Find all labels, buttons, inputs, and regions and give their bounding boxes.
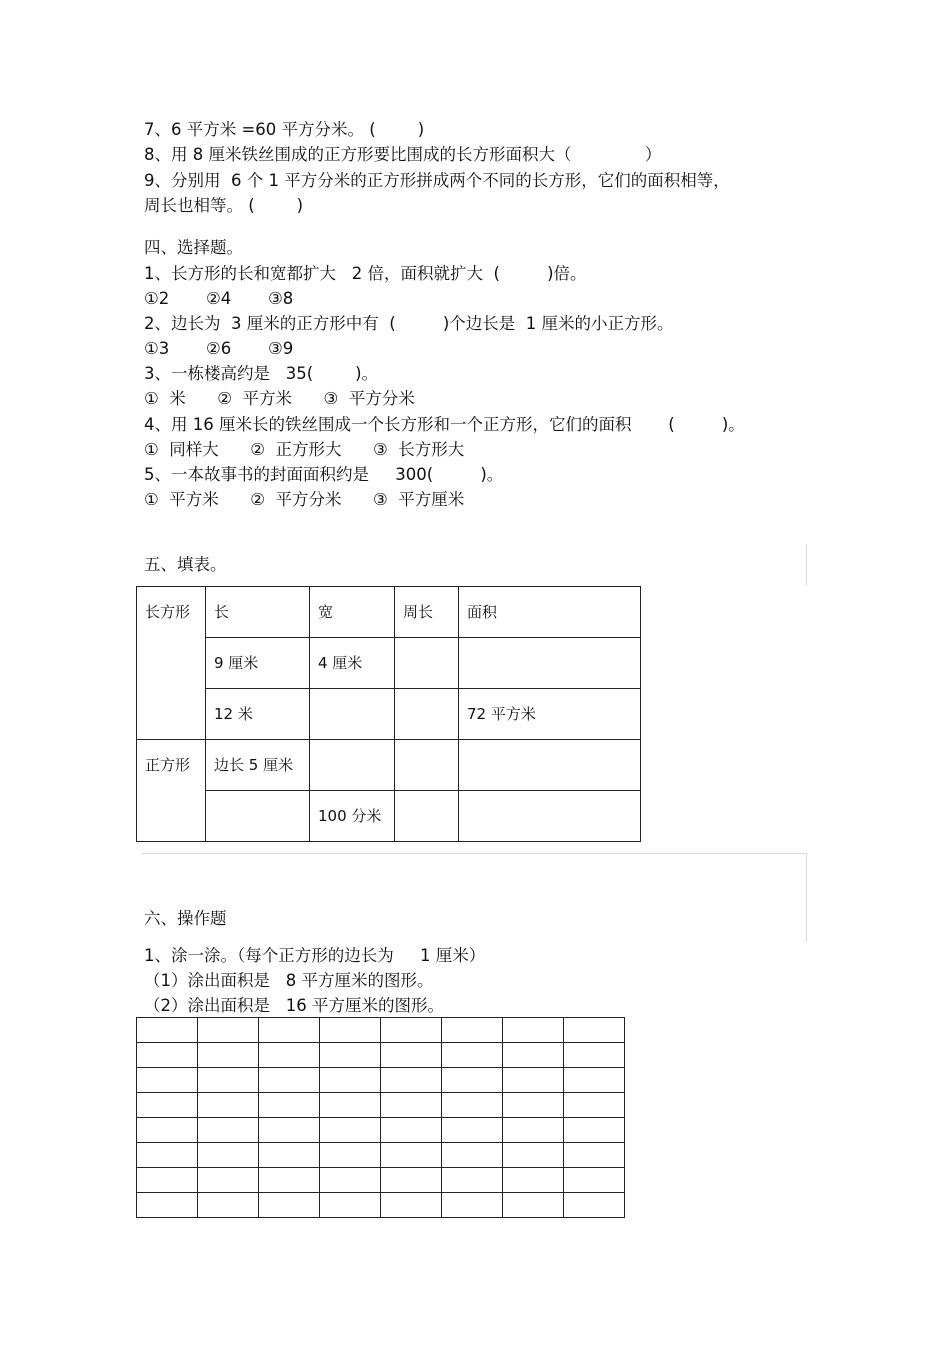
- grid-square[interactable]: [259, 1018, 320, 1043]
- grid-square[interactable]: [564, 1143, 625, 1168]
- grid-square[interactable]: [442, 1068, 503, 1093]
- grid-square[interactable]: [503, 1043, 564, 1068]
- grid-square[interactable]: [137, 1168, 198, 1193]
- grid-square[interactable]: [503, 1168, 564, 1193]
- grid-square[interactable]: [381, 1143, 442, 1168]
- grid-square[interactable]: [259, 1143, 320, 1168]
- grid-square[interactable]: [198, 1068, 259, 1093]
- grid-square[interactable]: [198, 1018, 259, 1043]
- grid-square[interactable]: [137, 1093, 198, 1118]
- grid-square[interactable]: [564, 1093, 625, 1118]
- grid-square[interactable]: [198, 1118, 259, 1143]
- grid-square[interactable]: [503, 1068, 564, 1093]
- choice-q2: 2、边长为 3 厘米的正方形中有 ( )个边长是 1 厘米的小正方形。: [144, 314, 674, 333]
- table-cell: [395, 689, 459, 740]
- grid-square[interactable]: [320, 1018, 381, 1043]
- choice-q1-options: ①2 ②4 ③8: [144, 289, 294, 308]
- table-section-heading: 五、填表。: [144, 555, 227, 574]
- grid-square[interactable]: [198, 1193, 259, 1218]
- grid-square[interactable]: [381, 1118, 442, 1143]
- grid-square[interactable]: [259, 1168, 320, 1193]
- grid-square[interactable]: [320, 1193, 381, 1218]
- grid-square[interactable]: [503, 1143, 564, 1168]
- table-cell: [206, 791, 310, 842]
- grid-square[interactable]: [259, 1118, 320, 1143]
- table-cell: [459, 791, 641, 842]
- choice-heading: 四、选择题。: [144, 238, 243, 257]
- choice-q1: 1、长方形的长和宽都扩大 2 倍，面积就扩大 ( )倍。: [144, 264, 587, 283]
- operation-q1-part1: （1）涂出面积是 8 平方厘米的图形。: [144, 971, 434, 990]
- grid-square[interactable]: [137, 1043, 198, 1068]
- grid-square[interactable]: [503, 1118, 564, 1143]
- judge-q7: 7、6 平方米 =60 平方分米。 ( ): [144, 120, 425, 139]
- grid-square[interactable]: [564, 1018, 625, 1043]
- grid-square[interactable]: [320, 1143, 381, 1168]
- grid-square[interactable]: [564, 1043, 625, 1068]
- grid-square[interactable]: [564, 1068, 625, 1093]
- grid-square[interactable]: [442, 1193, 503, 1218]
- operation-q1-part2: （2）涂出面积是 16 平方厘米的图形。: [144, 996, 444, 1015]
- grid-square[interactable]: [137, 1193, 198, 1218]
- grid-square[interactable]: [503, 1018, 564, 1043]
- square-grid[interactable]: [136, 1017, 625, 1218]
- grid-square[interactable]: [381, 1068, 442, 1093]
- grid-square[interactable]: [198, 1093, 259, 1118]
- table-cell: 9 厘米: [206, 638, 310, 689]
- grid-square[interactable]: [442, 1043, 503, 1068]
- grid-square[interactable]: [381, 1093, 442, 1118]
- grid-square[interactable]: [320, 1168, 381, 1193]
- square-label-cell: 正方形: [137, 740, 206, 842]
- grid-square[interactable]: [320, 1068, 381, 1093]
- judge-q9-line2: 周长也相等。 ( ): [144, 196, 304, 215]
- grid-square[interactable]: [381, 1168, 442, 1193]
- grid-square[interactable]: [442, 1093, 503, 1118]
- table-cell: [310, 689, 395, 740]
- table-cell: 12 米: [206, 689, 310, 740]
- judge-q9-line1: 9、分别用 6 个 1 平方分米的正方形拼成两个不同的长方形，它们的面积相等，: [144, 171, 730, 190]
- choice-q3: 3、一栋楼高约是 35( )。: [144, 364, 379, 383]
- grid-square[interactable]: [137, 1118, 198, 1143]
- grid-square[interactable]: [259, 1068, 320, 1093]
- table-cell: 100 分米: [310, 791, 395, 842]
- table-cell: [310, 740, 395, 791]
- header-length: 长: [206, 587, 310, 638]
- choice-q5: 5、一本故事书的封面面积约是 300( )。: [144, 465, 504, 484]
- grid-square[interactable]: [442, 1168, 503, 1193]
- table-cell: [395, 791, 459, 842]
- choice-q4-options: ① 同样大 ② 正方形大 ③ 长方形大: [144, 440, 465, 459]
- grid-square[interactable]: [198, 1143, 259, 1168]
- grid-square[interactable]: [137, 1143, 198, 1168]
- header-width: 宽: [310, 587, 395, 638]
- table-cell: [459, 740, 641, 791]
- choice-q5-options: ① 平方米 ② 平方分米 ③ 平方厘米: [144, 490, 465, 509]
- judge-q8: 8、用 8 厘米铁丝围成的正方形要比围成的长方形面积大（ ）: [144, 145, 662, 164]
- fill-table: [136, 586, 641, 842]
- grid-square[interactable]: [137, 1018, 198, 1043]
- grid-square[interactable]: [381, 1193, 442, 1218]
- grid-square[interactable]: [259, 1043, 320, 1068]
- grid-square[interactable]: [442, 1143, 503, 1168]
- choice-q4: 4、用 16 厘米长的铁丝围成一个长方形和一个正方形，它们的面积 ( )。: [144, 415, 745, 434]
- grid-square[interactable]: [198, 1168, 259, 1193]
- operation-heading: 六、操作题: [144, 909, 227, 928]
- table-cell: [395, 638, 459, 689]
- grid-square[interactable]: [381, 1043, 442, 1068]
- grid-square[interactable]: [564, 1118, 625, 1143]
- grid-square[interactable]: [564, 1193, 625, 1218]
- grid-square[interactable]: [320, 1093, 381, 1118]
- table-cell: 边长 5 厘米: [206, 740, 310, 791]
- grid-square[interactable]: [503, 1193, 564, 1218]
- header-area: 面积: [459, 587, 641, 638]
- header-perimeter: 周长: [395, 587, 459, 638]
- grid-square[interactable]: [381, 1018, 442, 1043]
- grid-square[interactable]: [320, 1118, 381, 1143]
- table-cell: [395, 740, 459, 791]
- table-cell: 4 厘米: [310, 638, 395, 689]
- grid-square[interactable]: [198, 1043, 259, 1068]
- grid-square[interactable]: [442, 1018, 503, 1043]
- operation-q1: 1、涂一涂。（每个正方形的边长为 1 厘米）: [144, 946, 486, 965]
- grid-square[interactable]: [320, 1043, 381, 1068]
- table-cell: 72 平方米: [459, 689, 641, 740]
- table-cell: [459, 638, 641, 689]
- choice-q2-options: ①3 ②6 ③9: [144, 339, 294, 358]
- grid-square[interactable]: [137, 1068, 198, 1093]
- rect-label-cell: 长方形: [137, 587, 206, 740]
- grid-square[interactable]: [442, 1118, 503, 1143]
- grid-square[interactable]: [259, 1193, 320, 1218]
- grid-square[interactable]: [259, 1093, 320, 1118]
- table-section-frame: [142, 544, 807, 585]
- choice-q3-options: ① 米 ② 平方米 ③ 平方分米: [144, 389, 415, 408]
- grid-square[interactable]: [564, 1168, 625, 1193]
- operation-section-frame: [142, 853, 807, 942]
- grid-square[interactable]: [503, 1093, 564, 1118]
